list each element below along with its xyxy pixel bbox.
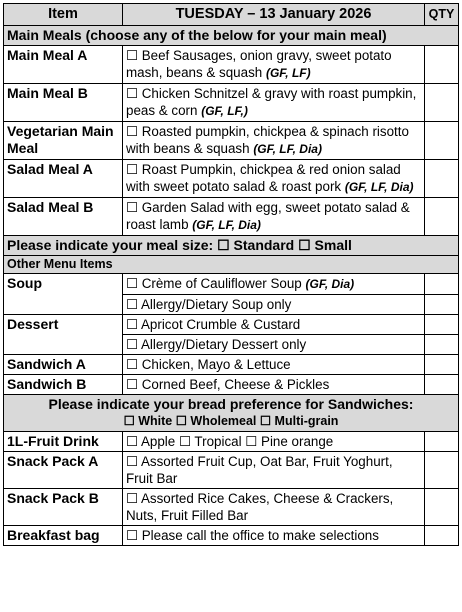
dietary-tag: (GF, Dia) — [305, 277, 355, 291]
extra-option[interactable]: ☐ Apple ☐ Tropical ☐ Pine orange — [123, 432, 425, 452]
sandwich-row — [4, 375, 459, 395]
qty-cell[interactable] — [425, 375, 459, 395]
meal-description: ☐ Chicken Schnitzel & gravy with roast pumpkin, peas & corn — [126, 86, 417, 118]
other-items-heading: Other Menu Items — [4, 256, 459, 274]
qty-cell[interactable] — [425, 489, 459, 526]
qty-cell[interactable] — [425, 315, 459, 335]
meal-name: Vegetarian Main Meal — [4, 122, 123, 160]
sandwich-row — [4, 355, 459, 375]
bread-preference[interactable] — [4, 395, 459, 432]
soup-option[interactable]: ☐ Allergy/Dietary Soup only — [123, 295, 425, 315]
qty-column-header: QTY — [425, 4, 459, 26]
item-column-header: Item — [4, 4, 123, 26]
qty-cell[interactable] — [425, 46, 459, 84]
main-meals-heading: Main Meals (choose any of the below for your main meal) — [4, 26, 459, 46]
dietary-tag: (GF, LF) — [265, 66, 311, 80]
meal-description: ☐ Roasted pumpkin, chickpea & spinach risotto with beans & squash — [126, 124, 409, 156]
menu-order-form — [3, 3, 459, 546]
qty-cell[interactable] — [425, 432, 459, 452]
qty-cell[interactable] — [425, 355, 459, 375]
meal-option[interactable] — [123, 122, 425, 160]
main-meals-band — [4, 26, 459, 46]
soup-option[interactable] — [123, 274, 425, 295]
date-header: TUESDAY – 13 January 2026 — [123, 4, 425, 26]
bread-band — [4, 395, 459, 432]
extra-row — [4, 489, 459, 526]
qty-cell[interactable] — [425, 452, 459, 489]
bread-prompt: Please indicate your bread preference for Sandwiches: — [48, 396, 414, 412]
extra-label: Snack Pack A — [4, 452, 123, 489]
sandwich-option[interactable]: ☐ Chicken, Mayo & Lettuce — [123, 355, 425, 375]
meal-row — [4, 122, 459, 160]
meal-name: Salad Meal A — [4, 160, 123, 198]
meal-name: Salad Meal B — [4, 198, 123, 236]
meal-option[interactable] — [123, 84, 425, 122]
dessert-option[interactable]: ☐ Allergy/Dietary Dessert only — [123, 335, 425, 355]
meal-size-prompt[interactable]: Please indicate your meal size: ☐ Standard ☐ Small — [4, 236, 459, 256]
dietary-tag: (GF, LF, Dia) — [344, 180, 414, 194]
extra-row — [4, 432, 459, 452]
extra-label: Snack Pack B — [4, 489, 123, 526]
meal-option[interactable] — [123, 160, 425, 198]
extra-option[interactable]: ☐ Please call the office to make selections — [123, 526, 425, 546]
meal-description: ☐ Roast Pumpkin, chickpea & red onion salad with sweet potato salad & roast pork — [126, 162, 401, 194]
meal-description: ☐ Garden Salad with egg, sweet potato salad & roast lamb — [126, 200, 410, 232]
meal-description: ☐ Beef Sausages, onion gravy, sweet potato mash, beans & squash — [126, 48, 392, 80]
meal-size-band — [4, 236, 459, 256]
extra-row — [4, 452, 459, 489]
bread-options: ☐ White ☐ Wholemeal ☐ Multi-grain — [123, 414, 339, 428]
dietary-tag: (GF, LF, Dia) — [253, 142, 322, 156]
meal-row — [4, 198, 459, 236]
header-row — [4, 4, 459, 26]
dietary-tag: (GF, LF,) — [201, 104, 248, 118]
sandwich-option[interactable]: ☐ Corned Beef, Cheese & Pickles — [123, 375, 425, 395]
soup-description: ☐ Crème of Cauliflower Soup — [126, 276, 302, 291]
dessert-row — [4, 315, 459, 335]
sandwich-label: Sandwich A — [4, 355, 123, 375]
meal-name: Main Meal A — [4, 46, 123, 84]
qty-cell[interactable] — [425, 335, 459, 355]
qty-cell[interactable] — [425, 198, 459, 236]
meal-row — [4, 160, 459, 198]
soup-row — [4, 274, 459, 295]
meal-option[interactable] — [123, 46, 425, 84]
meal-row — [4, 84, 459, 122]
extra-label: Breakfast bag — [4, 526, 123, 546]
dietary-tag: (GF, LF, Dia) — [192, 218, 261, 232]
qty-cell[interactable] — [425, 160, 459, 198]
extra-label: 1L-Fruit Drink — [4, 432, 123, 452]
extra-row — [4, 526, 459, 546]
dessert-label: Dessert — [4, 315, 123, 355]
sandwich-label: Sandwich B — [4, 375, 123, 395]
other-items-band — [4, 256, 459, 274]
meal-name: Main Meal B — [4, 84, 123, 122]
extra-option[interactable]: ☐ Assorted Rice Cakes, Cheese & Crackers, Nuts, Fruit Filled Bar — [123, 489, 425, 526]
meal-row — [4, 46, 459, 84]
dessert-option[interactable]: ☐ Apricot Crumble & Custard — [123, 315, 425, 335]
extra-option[interactable]: ☐ Assorted Fruit Cup, Oat Bar, Fruit Yoghurt, Fruit Bar — [123, 452, 425, 489]
qty-cell[interactable] — [425, 295, 459, 315]
qty-cell[interactable] — [425, 526, 459, 546]
meal-option[interactable] — [123, 198, 425, 236]
menu-table — [3, 3, 459, 546]
qty-cell[interactable] — [425, 274, 459, 295]
soup-label: Soup — [4, 274, 123, 315]
qty-cell[interactable] — [425, 122, 459, 160]
qty-cell[interactable] — [425, 84, 459, 122]
